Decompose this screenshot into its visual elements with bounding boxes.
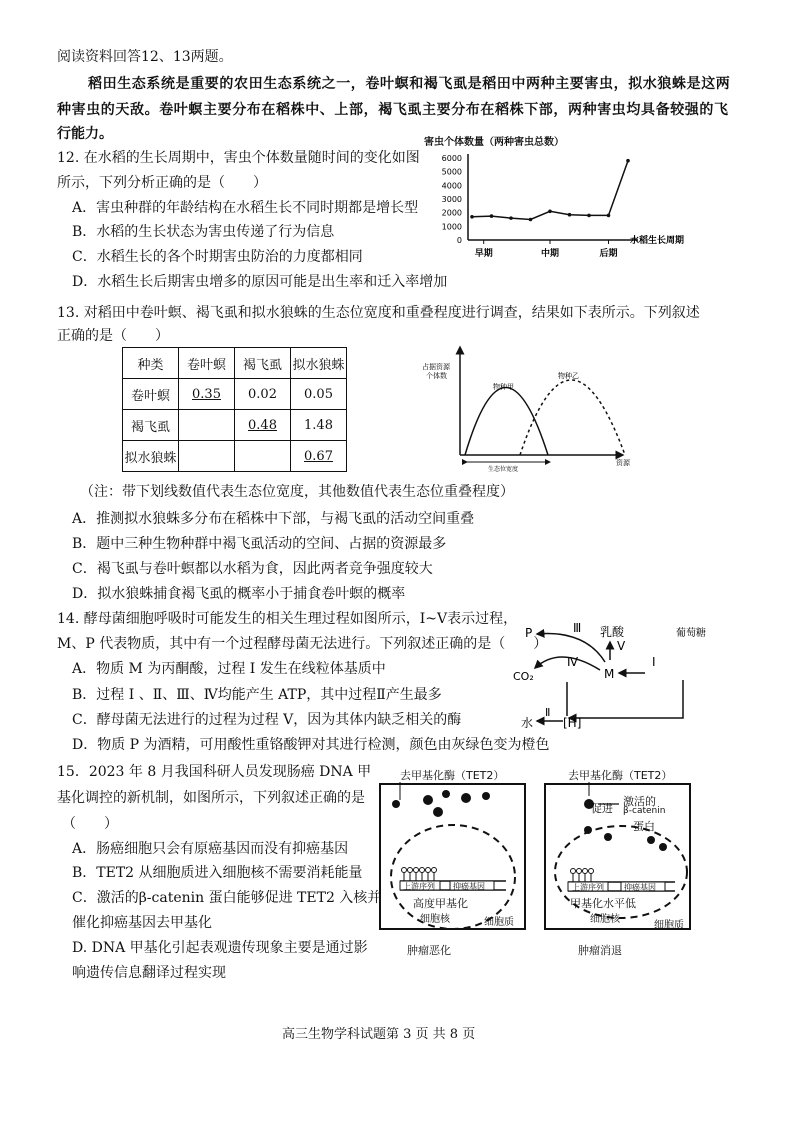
y-tick-label: 5000: [441, 167, 462, 177]
h-label: [H]: [563, 716, 582, 730]
beta-catenin-label: 蛋白: [633, 820, 655, 833]
table-cell: 卷叶螟: [123, 379, 179, 410]
intro-line: 稻田生态系统是重要的农田生态系统之一，卷叶螟和褐飞虱是稻田中两种主要害虫，拟水狼蛛是这两: [88, 76, 731, 92]
upstream-label-left: 上游序列: [403, 882, 435, 891]
m-label: M: [604, 667, 615, 681]
table-cell: 褐飞虱: [123, 410, 179, 441]
intro-line: 种害虫的天敌。卷叶螟主要分布在稻株中、上部，褐飞虱主要分布在稻株下部，两种害虫均具备较强的飞: [57, 102, 729, 118]
outcome-right: 肿瘤消退: [578, 944, 622, 957]
process-i-label: I: [652, 655, 656, 669]
q12-option-d: D．水稻生长后期害虫增多的原因可能是出生率和迁入率增加: [72, 274, 448, 290]
co2-label: CO₂: [513, 670, 534, 683]
table-cell: [235, 441, 291, 472]
y-tick-label: 4000: [441, 181, 462, 191]
chart-title: 害虫个体数量（两种害虫总数）: [424, 137, 564, 148]
nucleus-label-left: 细胞核: [420, 914, 450, 925]
intro-heading: 阅读资料回答12、13两题。: [57, 49, 233, 65]
data-point: [568, 213, 572, 217]
process-iv-label: Ⅳ: [567, 655, 579, 669]
process-ii-label: Ⅱ: [545, 706, 551, 719]
resource-label: 资源: [616, 459, 630, 467]
table-cell: 0.48: [235, 410, 291, 441]
q14-stem: 14. 酵母菌细胞呼吸时可能发生的相关生理过程如图所示，I~V表示过程，: [57, 611, 518, 627]
q13-stem: 13. 对稻田中卷叶螟、褐飞虱和拟水狼蛛的生态位宽度和重叠程度进行调查，结果如下表所示。下列叙述: [57, 305, 700, 321]
q14-option-d: D．物质 P 为酒精，可用酸性重铬酸钾对其进行检测，颜色由灰绿色变为橙色: [72, 737, 550, 753]
lactic-acid-label: 乳酸: [600, 625, 625, 639]
gene-label-left: 抑癌基因: [453, 882, 485, 891]
table-cell: 0.05: [291, 379, 347, 410]
table-cell: 0.67: [291, 441, 347, 472]
q15-stem: 基化调控的新机制，如图所示，下列叙述正确的是: [57, 790, 365, 806]
process-iii-label: Ⅲ: [573, 621, 582, 635]
q15-option-c: 催化抑癌基因去甲基化: [72, 915, 212, 931]
beta-catenin-label: β-catenin: [623, 806, 666, 816]
q13-option-a: A．推测拟水狼蛛多分布在稻株中下部，与褐飞虱的活动空间重叠: [72, 511, 475, 527]
q12-stem: 12. 在水稻的生长周期中，害虫个体数量随时间的变化如图: [57, 150, 420, 166]
intro-line: 行能力。: [57, 126, 113, 142]
pest-count-chart: [420, 148, 690, 263]
data-point: [529, 218, 533, 222]
process-v-label: V: [617, 639, 626, 653]
x-tick-label: 后期: [599, 249, 618, 259]
tet2-label-right: 去甲基化酶（TET2）: [568, 769, 673, 782]
species-b-label: 物种乙: [558, 372, 579, 380]
data-point: [587, 214, 591, 218]
page-footer: 高三生物学科试题第 3 页 共 8 页: [282, 1027, 476, 1042]
data-point: [548, 210, 552, 214]
q15-option-b: B．TET2 从细胞质进入细胞核不需要消耗能量: [72, 865, 363, 881]
data-point: [490, 214, 494, 218]
respiration-diagram: [505, 620, 706, 735]
table-cell: 0.35: [179, 379, 235, 410]
upstream-label-right: 上游序列: [572, 883, 604, 892]
promote-label: 促进: [591, 802, 613, 815]
q15-option-a: A．肠癌细胞只会有原癌基因而没有抑癌基因: [72, 841, 349, 857]
q13-option-b: B．题中三种生物种群中褐飞虱活动的空间、占据的资源最多: [72, 536, 447, 552]
table-cell: [179, 441, 235, 472]
niche-width-label: 生态位宽度: [488, 466, 519, 473]
y-tick-label: 1000: [441, 222, 462, 232]
niche-table: [122, 347, 347, 472]
species-a-curve: [465, 388, 548, 456]
data-point: [626, 159, 630, 163]
q14-option-c: C．酵母菌无法进行的过程为过程 V，因为其体内缺乏相关的酶: [72, 712, 462, 728]
diagram-ylabel: 占据资源: [422, 363, 450, 371]
beta-catenin-label: 激活的: [623, 795, 656, 808]
data-point: [470, 215, 474, 219]
q14-option-a: A．物质 M 为丙酮酸，过程 I 发生在线粒体基质中: [72, 661, 386, 677]
table-note: （注：带下划线数值代表生态位宽度，其他数值代表生态位重叠程度）: [80, 484, 514, 500]
nucleus-label-right: 细胞核: [590, 914, 620, 925]
data-point: [509, 216, 513, 220]
q15-stem: 15．2023 年 8 月我国科研人员发现肠癌 DNA 甲: [57, 764, 372, 780]
cytoplasm-label-right: 细胞质: [654, 920, 684, 931]
table-cell: 0.02: [235, 379, 291, 410]
y-tick-label: 6000: [441, 154, 462, 163]
q15-option-c: C．激活的β-catenin 蛋白能够促进 TET2 入核并: [72, 890, 382, 906]
q13-option-d: D．拟水狼蛛捕食褐飞虱的概率小于捕食卷叶螟的概率: [72, 586, 406, 602]
y-tick-label: 2000: [441, 208, 462, 218]
tet2-label-left: 去甲基化酶（TET2）: [400, 769, 505, 782]
table-header: 种类: [123, 348, 179, 379]
q12-stem: 所示，下列分析正确的是（ ）: [57, 175, 267, 191]
y-tick-label: 3000: [441, 195, 462, 204]
x-tick-label: 中期: [540, 249, 560, 259]
q12-option-a: A．害虫种群的年龄结构在水稻生长不同时期都是增长型: [72, 200, 419, 216]
x-axis-label: 水稻生长周期: [630, 236, 685, 246]
q13-option-c: C．褐飞虱与卷叶螟都以水稻为食，因此两者竞争强度较大: [72, 561, 433, 577]
q15-option-d: 响遗传信息翻译过程实现: [72, 965, 226, 981]
cytoplasm-label-left: 细胞质: [484, 917, 514, 928]
q14-option-b: B．过程 I 、Ⅱ、Ⅲ、Ⅳ均能产生 ATP，其中过程Ⅱ产生最多: [72, 687, 442, 703]
methylation-state-left: 高度甲基化: [413, 897, 468, 910]
p-label: P: [525, 626, 533, 640]
q15-option-d: D. DNA 甲基化引起表观遗传现象主要是通过影: [72, 940, 368, 956]
table-cell: 1.48: [291, 410, 347, 441]
gene-label-right: 抑癌基因: [624, 883, 656, 892]
q15-stem: （ ）: [62, 816, 118, 832]
q13-stem: 正确的是（ ）: [57, 328, 169, 344]
q12-option-c: C．水稻生长的各个时期害虫防治的力度都相同: [72, 249, 363, 265]
q14-stem: M、P 代表物质，其中有一个过程酵母菌无法进行。下列叙述正确的是（ ）: [57, 636, 548, 652]
species-b-curve: [520, 380, 625, 455]
species-a-label: 物种甲: [493, 383, 514, 391]
niche-diagram: [420, 345, 640, 475]
table-header: 褐飞虱: [235, 348, 291, 379]
y-tick-label: 0: [456, 236, 462, 245]
table-cell: [179, 410, 235, 441]
table-header: 拟水狼蛛: [291, 348, 347, 379]
x-tick-label: 早期: [474, 249, 493, 259]
water-label: 水: [521, 716, 534, 730]
table-cell: 拟水狼蛛: [123, 441, 179, 472]
glucose-label: 葡萄糖: [676, 628, 706, 639]
diagram-ylabel: 个体数: [426, 372, 447, 380]
table-header: 卷叶螟: [179, 348, 235, 379]
outcome-left: 肿瘤恶化: [407, 944, 451, 957]
data-point: [607, 214, 611, 218]
q12-option-b: B．水稻的生长状态为害虫传递了行为信息: [72, 224, 335, 240]
methylation-state-right: 甲基化水平低: [570, 897, 636, 910]
